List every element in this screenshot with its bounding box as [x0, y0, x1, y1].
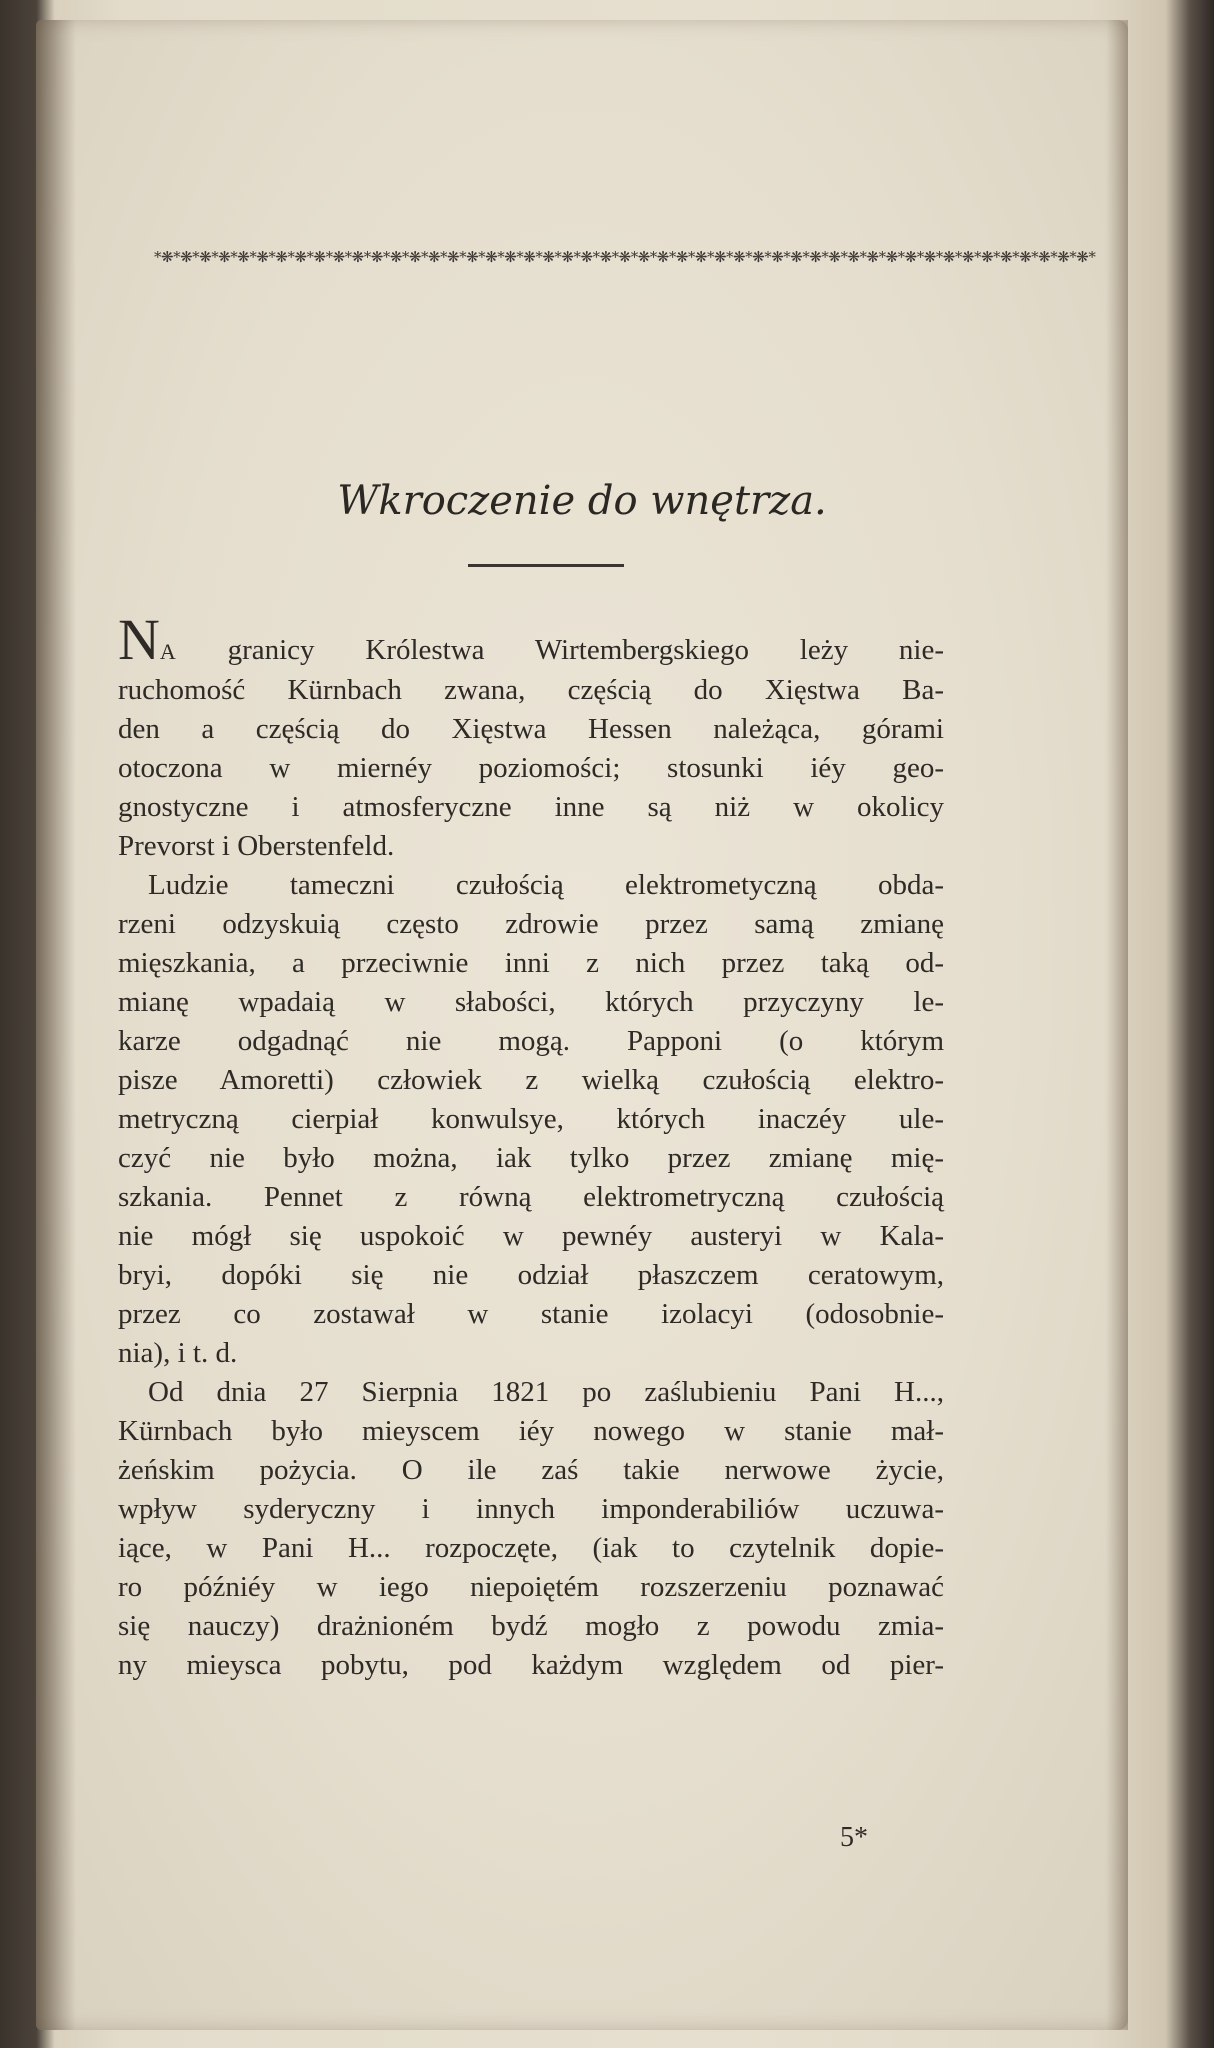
drop-cap: N: [118, 607, 160, 672]
text-line: NA granicy Królestwa Wirtembergskiego leży nie-: [118, 607, 944, 672]
text-line: szkania. Pennet z równą elektrometryczną czułością: [118, 1181, 944, 1213]
text-line: mianę wpadaią w słabości, których przyczyny le-: [118, 986, 944, 1018]
text-line: nia), i t. d.: [118, 1337, 238, 1369]
book-page: [36, 20, 1128, 2030]
text-line: otoczona w miernéy poziomości; stosunki iéy geo-: [118, 752, 944, 784]
text-line: pisze Amoretti) człowiek z wielką czułością elektro-: [118, 1064, 944, 1096]
text-line: rzeni odzyskuią często zdrowie przez samą zmianę: [118, 908, 944, 940]
chapter-title: Wkroczenie do wnętrza.: [337, 478, 827, 524]
text-line: czyć nie było można, iak tylko przez zmianę mię-: [118, 1142, 944, 1174]
body-text: [118, 607, 944, 1685]
text-line: żeńskim pożycia. O ile zaś takie nerwowe życie,: [118, 1454, 944, 1486]
text-line: bryi, dopóki się nie odział płaszczem ceratowym,: [118, 1259, 944, 1291]
text-line: karze odgadnąć nie mogą. Papponi (o którym: [118, 1025, 944, 1057]
text-line: przez co zostawał w stanie izolacyi (odosobnie-: [118, 1298, 944, 1330]
text-line: się nauczy) drażnioném bydź mogło z powodu zmia-: [118, 1610, 944, 1642]
text-line: den a częścią do Xięstwa Hessen należąca, górami: [118, 713, 944, 745]
text-line: mięszkania, a przeciwnie inni z nich przez taką od-: [118, 947, 944, 979]
spine-shadow: [36, 20, 76, 2030]
title-rule: [468, 564, 624, 567]
text-line: Prevorst i Oberstenfeld.: [118, 830, 395, 862]
text-line: Kürnbach było mieyscem iéy nowego w stanie mał-: [118, 1415, 944, 1447]
text-line: gnostyczne i atmosferyczne inne są niż w okolicy: [118, 791, 944, 823]
text-line: ruchomość Kürnbach zwana, częścią do Xięstwa Ba-: [118, 674, 944, 706]
text-line: ro późniéy w iego niepoiętém rozszerzeniu poznawać: [118, 1571, 944, 1603]
text-line: Ludzie tameczni czułością elektrometyczną obda-: [148, 869, 944, 901]
signature-mark: 5*: [840, 1822, 868, 1853]
text-line: iące, w Pani H... rozpoczęte, (iak to czytelnik dopie-: [118, 1532, 944, 1564]
text-line: nie mógł się uspokoić w pewnéy austeryi w Kala-: [118, 1220, 944, 1252]
text-line: metryczną cierpiał konwulsye, których inaczéy ule-: [118, 1103, 944, 1135]
text-line: ny mieysca pobytu, pod każdym względem od pier-: [118, 1649, 944, 1681]
text-line: wpływ syderyczny i innych imponderabiliów uczuwa-: [118, 1493, 944, 1525]
text-line: Od dnia 27 Sierpnia 1821 po zaślubieniu Pani H...,: [148, 1376, 944, 1408]
page-edge-shadow: [1106, 20, 1128, 2030]
ornamental-border: *❋*❋*❋*❋*❋*❋*❋*❋*❋*❋*❋*❋*❋*❋*❋*❋*❋*❋*❋*❋*❋*❋*❋*❋*❋*❋*❋*❋*❋*❋*❋*❋*❋*❋*❋*❋*❋*❋*❋*❋*❋*❋*❋*❋*❋*❋*❋*❋*❋*: [154, 248, 1096, 266]
small-cap: A: [159, 639, 177, 664]
